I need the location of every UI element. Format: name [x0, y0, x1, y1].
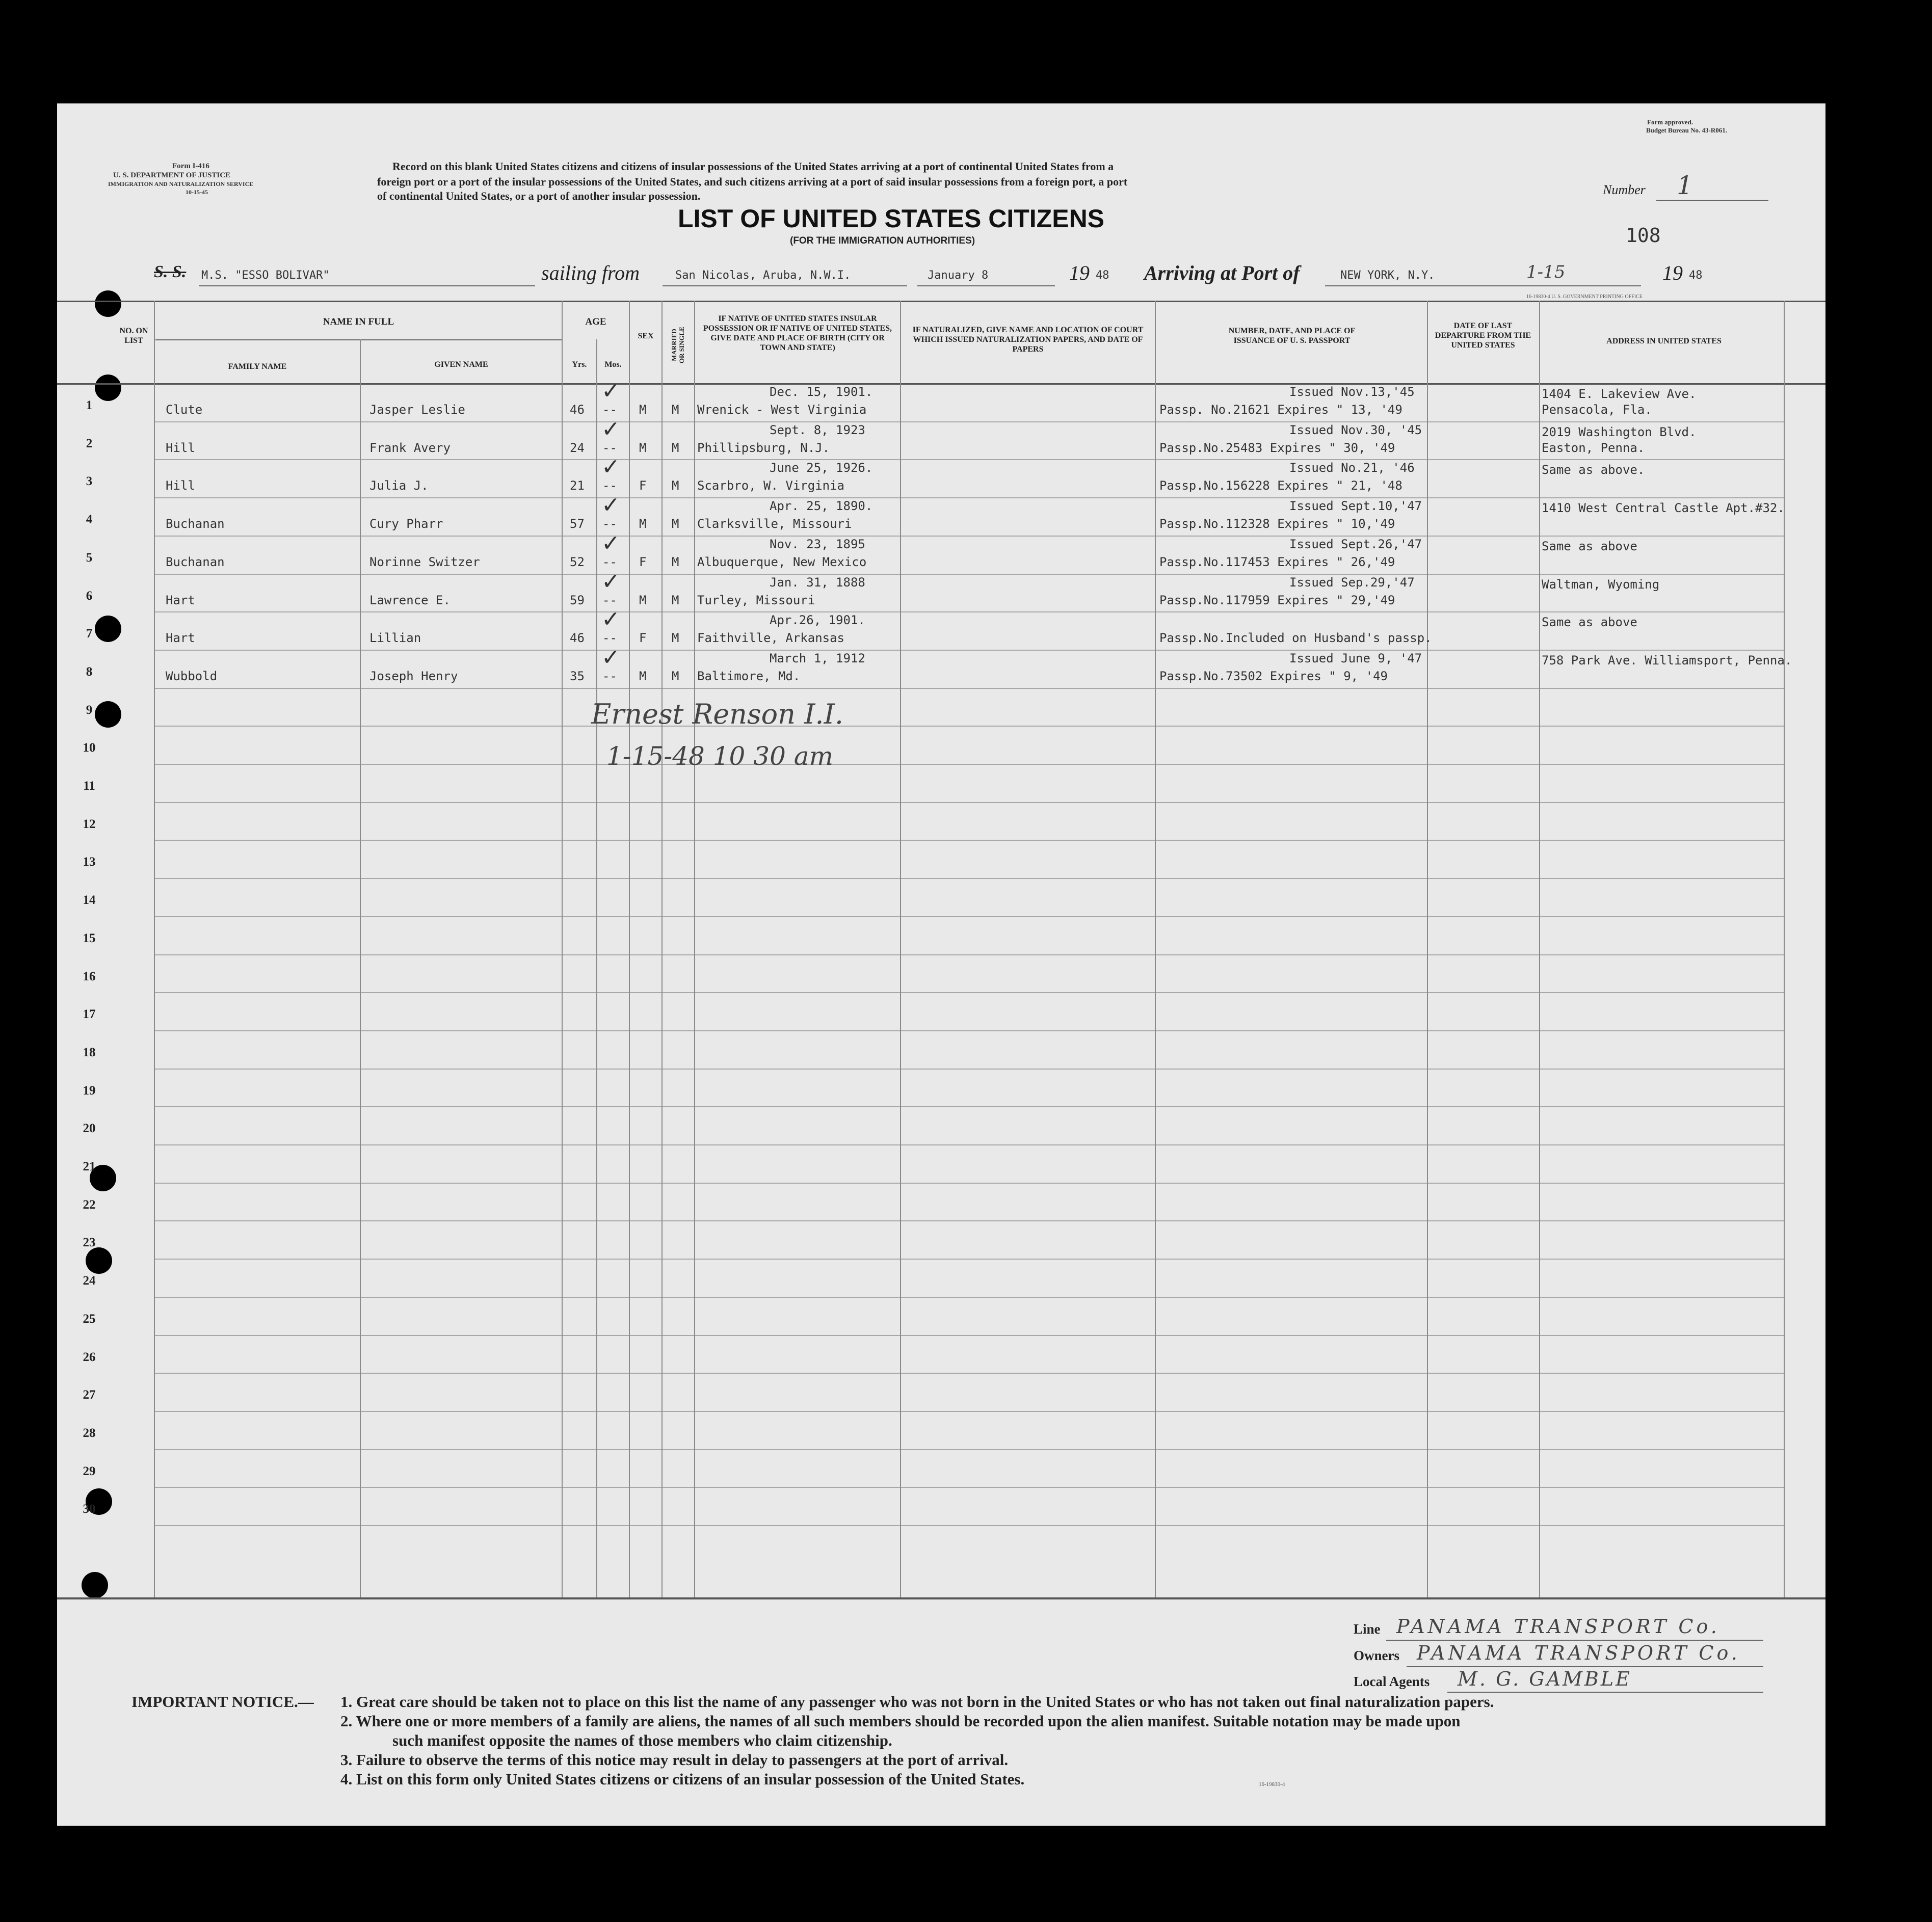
date-field	[917, 285, 1055, 286]
row-number: 23	[83, 1236, 96, 1249]
line-field	[1386, 1640, 1763, 1641]
marital-status: M	[672, 669, 679, 683]
punch-hole	[95, 290, 121, 317]
birth-date: Apr.26, 1901.	[770, 613, 865, 627]
sex: F	[639, 631, 647, 645]
header-given-name: GIVEN NAME	[434, 360, 488, 369]
row-number: 13	[83, 855, 96, 869]
service: IMMIGRATION AND NATURALIZATION SERVICE	[108, 180, 254, 188]
birth-date: Nov. 23, 1895	[770, 537, 865, 551]
age-months: --	[602, 478, 617, 493]
passport-number: Passp.No.112328 Expires " 10,'49	[1159, 517, 1395, 531]
marital-status: M	[672, 593, 679, 607]
header-address: ADDRESS IN UNITED STATES	[1606, 337, 1722, 345]
marital-status: M	[672, 441, 679, 455]
number-label: Number	[1603, 182, 1646, 197]
address-line-2: Easton, Penna.	[1542, 441, 1645, 455]
checkmark-icon: ✓	[601, 530, 620, 556]
birth-place: Faithville, Arkansas	[697, 631, 844, 645]
sex: F	[639, 478, 647, 493]
instruction-line: of continental United States, or a port of another insular possession.	[377, 190, 701, 202]
marital-status: M	[672, 517, 679, 531]
column-rule	[694, 301, 695, 1597]
row-number: 19	[83, 1084, 96, 1098]
notice-item: 4. List on this form only United States citizens or citizens of an insular possession of the United States.	[340, 1770, 1025, 1788]
given-name: Frank Avery	[369, 441, 451, 455]
sex: M	[639, 441, 647, 455]
instruction-line: foreign port or a port of the insular possessions of the United States, and such citizens arriving at a port of said insular possessions from a foreign port, a port	[377, 175, 1128, 188]
sex: F	[639, 555, 647, 569]
page-title: LIST OF UNITED STATES CITIZENS	[678, 204, 1105, 233]
row-number: 11	[83, 779, 95, 793]
address-line-1: 2019 Washington Blvd.	[1542, 425, 1697, 439]
family-name: Hill	[166, 441, 195, 455]
table-bottom-rule	[57, 1597, 1825, 1599]
line-value: PANAMA TRANSPORT Co.	[1396, 1615, 1720, 1638]
age-months: --	[602, 517, 617, 531]
birth-place: Turley, Missouri	[697, 593, 815, 607]
address-line-1: 1410 West Central Castle Apt.#32.	[1542, 501, 1785, 515]
sex: M	[639, 669, 647, 683]
row-number: 10	[83, 741, 96, 755]
table-top-rule	[57, 301, 1825, 302]
family-name: Wubbold	[166, 669, 218, 683]
punch-hole	[86, 1247, 112, 1274]
marital-status: M	[672, 403, 679, 417]
row-number: 14	[83, 893, 96, 907]
number-value: 1	[1677, 171, 1693, 200]
marital-status: M	[672, 631, 679, 645]
header-no-on-list: NO. ON LIST	[119, 327, 148, 345]
column-rule	[562, 301, 563, 1597]
checkmark-icon: ✓	[601, 416, 620, 442]
notice-item: 2. Where one or more members of a family are aliens, the names of all such members should be recorded upon the alien manifest. Suitable notation may be made upon	[340, 1712, 1461, 1730]
inspector-signature: Ernest Renson I.I.	[591, 698, 844, 730]
birth-date: Jan. 31, 1888	[770, 575, 865, 590]
passport-issued: Issued Nov.30, '45	[1289, 423, 1422, 437]
age-months: --	[602, 441, 617, 455]
age-years: 52	[570, 555, 585, 569]
passport-issued: Issued Sept.10,'47	[1289, 499, 1422, 513]
header-native-birth: IF NATIVE OF UNITED STATES INSULAR POSSESSION OR IF NATIVE OF UNITED STATES, GIVE DATE AND PLACE OF BIRTH (CITY OR TOWN AND STATE)	[703, 314, 892, 352]
row-number: 6	[86, 589, 93, 603]
notice-item: 3. Failure to observe the terms of this notice may result in delay to passengers at the port of arrival.	[340, 1751, 1009, 1769]
birth-date: Dec. 15, 1901.	[770, 385, 873, 399]
address-line-1: 1404 E. Lakeview Ave.	[1542, 387, 1697, 401]
family-name: Buchanan	[166, 517, 225, 531]
passport-number: Passp.No.73502 Expires " 9, '49	[1159, 669, 1388, 683]
header-sex: SEX	[638, 332, 654, 340]
passport-number: Passp.No.117453 Expires " 26,'49	[1159, 555, 1395, 569]
family-name: Buchanan	[166, 555, 225, 569]
row-number: 17	[83, 1007, 96, 1021]
address-line-1: 758 Park Ave. Williamsport, Penna.	[1542, 653, 1792, 668]
header-name-in-full: NAME IN FULL	[323, 316, 394, 327]
address-line-2: Pensacola, Fla.	[1542, 403, 1652, 417]
family-name: Hart	[166, 631, 195, 645]
birth-date: June 25, 1926.	[770, 461, 873, 475]
checkmark-icon: ✓	[601, 569, 620, 595]
header-divider	[155, 339, 562, 340]
sex: M	[639, 517, 647, 531]
form-date: 10-15-45	[186, 189, 208, 196]
row-number: 21	[83, 1160, 96, 1173]
header-family-name: FAMILY NAME	[228, 362, 287, 371]
checkmark-icon: ✓	[601, 606, 620, 632]
checkmark-icon: ✓	[601, 378, 620, 404]
address-line-1: Same as above.	[1542, 463, 1645, 477]
arriving-label: Arriving at Port of	[1144, 261, 1300, 284]
address-line-1: Same as above	[1542, 615, 1637, 629]
print-code-bottom: 16-19830-4	[1259, 1781, 1285, 1787]
owners-field	[1407, 1666, 1763, 1667]
page-subtitle: (FOR THE IMMIGRATION AUTHORITIES)	[790, 235, 975, 246]
ss-label: S. S.	[154, 262, 187, 281]
given-name: Cury Pharr	[369, 517, 443, 531]
column-rule	[1784, 301, 1785, 1597]
column-rule	[661, 301, 663, 1597]
header-mos: Mos.	[604, 360, 622, 369]
passport-number: Passp.No.156228 Expires " 21, '48	[1159, 478, 1402, 493]
row-number: 27	[83, 1388, 96, 1402]
age-years: 57	[570, 517, 585, 531]
arrival-port-field	[1325, 285, 1641, 286]
row-number: 12	[83, 817, 96, 831]
column-rule	[360, 339, 361, 1597]
row-number: 22	[83, 1198, 96, 1212]
row-number: 25	[83, 1312, 96, 1326]
age-years: 24	[570, 441, 585, 455]
row-number: 5	[86, 551, 93, 565]
row-number: 4	[86, 513, 93, 526]
age-months: --	[602, 593, 617, 607]
age-months: --	[602, 669, 617, 683]
address-line-1: Same as above	[1542, 539, 1637, 553]
checkmark-icon: ✓	[601, 492, 620, 518]
row-number: 15	[83, 931, 96, 945]
row-number: 1	[86, 398, 93, 412]
passport-issued: Issued No.21, '46	[1289, 461, 1415, 475]
row-number: 29	[83, 1464, 96, 1478]
row-number: 30	[83, 1502, 96, 1516]
sailing-label: sailing from	[541, 261, 640, 284]
local-agents-value: M. G. GAMBLE	[1458, 1668, 1632, 1690]
age-years: 59	[570, 593, 585, 607]
row-number: 26	[83, 1350, 96, 1364]
birth-date: Apr. 25, 1890.	[770, 499, 873, 513]
row-number: 3	[86, 474, 93, 488]
address-line-1: Waltman, Wyoming	[1542, 577, 1660, 592]
checkmark-icon: ✓	[601, 645, 620, 671]
owners-value: PANAMA TRANSPORT Co.	[1417, 1642, 1740, 1664]
arrival-year-suffix: 48	[1689, 269, 1703, 282]
header-yrs: Yrs.	[572, 360, 587, 369]
family-name: Hill	[166, 478, 195, 493]
birth-date: March 1, 1912	[770, 651, 865, 665]
row-number: 9	[86, 703, 93, 717]
owners-label: Owners	[1354, 1648, 1399, 1663]
row-number: 28	[83, 1426, 96, 1440]
local-agents-field	[1447, 1692, 1763, 1693]
age-months: --	[602, 555, 617, 569]
notice-item: 1. Great care should be taken not to place on this list the name of any passenger who was not born in the United States or who has not taken out final naturalization papers.	[340, 1693, 1494, 1711]
passport-issued: Issued Sept.26,'47	[1289, 537, 1422, 551]
sex: M	[639, 403, 647, 417]
given-name: Jasper Leslie	[369, 403, 465, 417]
header-age: AGE	[585, 316, 606, 327]
birth-place: Clarksville, Missouri	[697, 517, 852, 531]
header-last-departure: DATE OF LAST DEPARTURE FROM THE UNITED STATES	[1435, 322, 1531, 350]
age-years: 46	[570, 403, 585, 417]
given-name: Joseph Henry	[369, 669, 458, 683]
birth-place: Wrenick - West Virginia	[697, 403, 867, 417]
passport-issued: Issued Nov.13,'45	[1289, 385, 1415, 399]
header-passport: NUMBER, DATE, AND PLACE OF ISSUANCE OF U. S. PASSPORT	[1228, 327, 1356, 345]
header-bottom-rule	[57, 383, 1825, 385]
column-rule	[900, 301, 901, 1597]
arrival-date: 1-15	[1526, 262, 1566, 282]
birth-place: Scarbro, W. Virginia	[697, 478, 844, 493]
age-months: --	[602, 403, 617, 417]
marital-status: M	[672, 555, 679, 569]
given-name: Norinne Switzer	[369, 555, 480, 569]
passport-number: Passp. No.21621 Expires " 13, '49	[1159, 403, 1402, 417]
family-name: Hart	[166, 593, 195, 607]
age-years: 46	[570, 631, 585, 645]
sex: M	[639, 593, 647, 607]
instruction-line: Record on this blank United States citizens and citizens of insular possessions of the United States arriving at a port of continental United States from a	[392, 160, 1114, 173]
column-rule	[1539, 301, 1540, 1597]
notice-item: such manifest opposite the names of those members who claim citizenship.	[392, 1731, 892, 1749]
notice-heading: IMPORTANT NOTICE.—	[131, 1693, 314, 1711]
number-field	[1656, 200, 1768, 201]
birth-place: Phillipsburg, N.J.	[697, 441, 830, 455]
approval-note: Form approved.	[1647, 118, 1693, 126]
header-married-single: MARRIED OR SINGLE	[670, 327, 685, 363]
ship-name: M.S. "ESSO BOLIVAR"	[201, 269, 330, 282]
passport-issued: Issued Sep.29,'47	[1289, 575, 1415, 590]
passport-number: Passp.No.117959 Expires " 29,'49	[1159, 593, 1395, 607]
budget-bureau: Budget Bureau No. 43-R061.	[1646, 126, 1728, 134]
birth-place: Albuquerque, New Mexico	[697, 555, 867, 569]
from-port: San Nicolas, Aruba, N.W.I.	[675, 269, 851, 282]
print-code: 16-19830-4 U. S. GOVERNMENT PRINTING OFFICE	[1526, 294, 1643, 300]
given-name: Lawrence E.	[369, 593, 451, 607]
passport-number: Passp.No.Included on Husband's passp.	[1159, 631, 1432, 645]
ship-field	[199, 285, 535, 286]
age-months: --	[602, 631, 617, 645]
marital-status: M	[672, 478, 679, 493]
age-years: 21	[570, 478, 585, 493]
line-label: Line	[1354, 1621, 1381, 1637]
column-rule	[629, 301, 630, 1597]
passport-issued: Issued June 9, '47	[1289, 651, 1422, 665]
birth-place: Baltimore, Md.	[697, 669, 801, 683]
header-naturalized: IF NATURALIZED, GIVE NAME AND LOCATION OF COURT WHICH ISSUED NATURALIZATION PAPERS, AND DATE OF PAPERS	[912, 326, 1144, 354]
checkmark-icon: ✓	[601, 454, 620, 480]
row-number: 8	[86, 665, 93, 679]
row-number: 18	[83, 1046, 96, 1059]
arrival-port: NEW YORK, N.Y.	[1340, 269, 1435, 282]
row-number: 20	[83, 1122, 96, 1135]
column-rule	[154, 301, 155, 1597]
form-number: Form I-416	[172, 162, 209, 170]
column-rule	[1427, 301, 1428, 1597]
inspection-date-stamp: 1-15-48 10 30 am	[606, 741, 833, 771]
punch-hole	[82, 1572, 108, 1598]
given-name: Julia J.	[369, 478, 429, 493]
row-number: 2	[86, 437, 93, 450]
given-name: Lillian	[369, 631, 421, 645]
punch-hole	[95, 375, 121, 401]
row-number: 7	[86, 627, 93, 640]
page-number: 108	[1626, 224, 1661, 247]
column-rule	[596, 339, 597, 1597]
row-number: 24	[83, 1274, 96, 1288]
from-port-field	[663, 285, 907, 286]
age-years: 35	[570, 669, 585, 683]
arrival-year-prefix: 19	[1662, 261, 1683, 284]
column-rule	[1155, 301, 1156, 1597]
birth-date: Sept. 8, 1923	[770, 423, 865, 437]
local-agents-label: Local Agents	[1354, 1674, 1430, 1689]
department: U. S. DEPARTMENT OF JUSTICE	[113, 171, 231, 179]
year-suffix: 48	[1096, 269, 1109, 282]
departure-date: January 8	[928, 269, 989, 282]
year-prefix: 19	[1069, 261, 1090, 284]
row-number: 16	[83, 970, 96, 983]
family-name: Clute	[166, 403, 203, 417]
passport-number: Passp.No.25483 Expires " 30, '49	[1159, 441, 1395, 455]
